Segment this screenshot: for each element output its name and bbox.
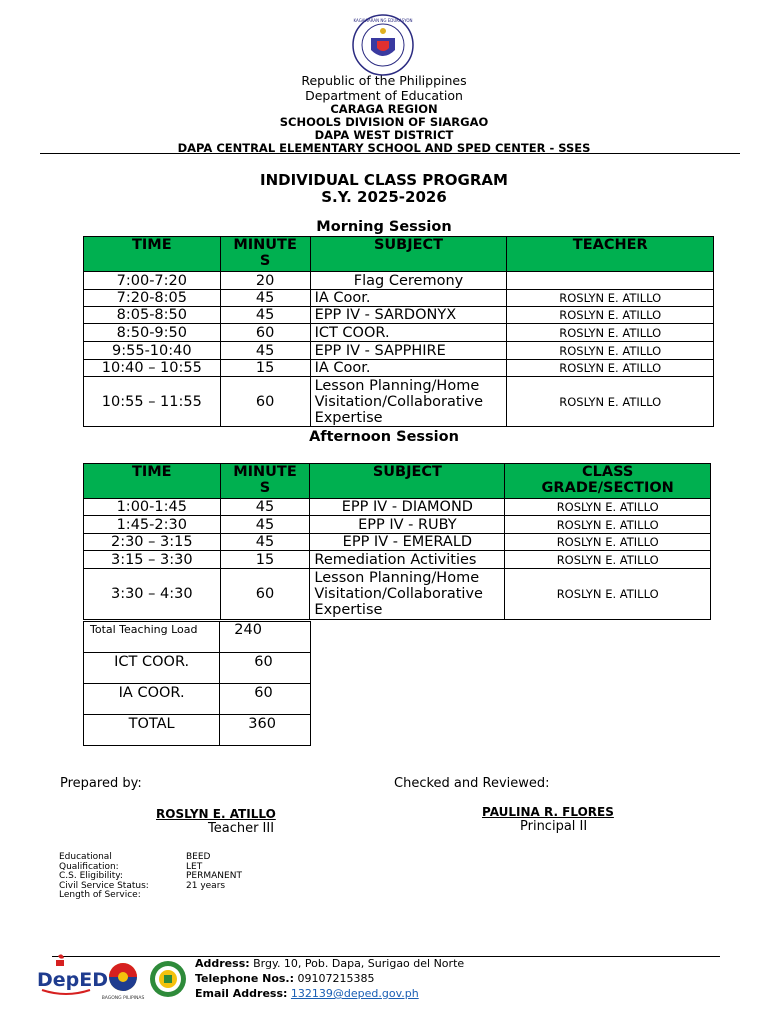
class-cell: ROSLYN E. ATILLO xyxy=(505,499,711,516)
subject-cell: IA Coor. xyxy=(310,360,507,377)
deped-logo xyxy=(36,952,109,1002)
teacher-cell: ROSLYN E. ATILLO xyxy=(507,377,714,427)
footer-address-line xyxy=(195,956,464,971)
qualification-values xyxy=(186,853,242,891)
deped-seal-logo xyxy=(352,14,414,76)
time-cell: 10:40 – 10:55 xyxy=(84,360,221,377)
summary-label: IA COOR. xyxy=(84,684,220,715)
table-header-row xyxy=(84,464,711,499)
class-cell: ROSLYN E. ATILLO xyxy=(505,516,711,534)
address-label: Address: xyxy=(195,957,250,970)
email-link[interactable]: 132139@deped.gov.ph xyxy=(290,987,419,1000)
teacher-cell: ROSLYN E. ATILLO xyxy=(507,342,714,360)
col-header-subject: SUBJECT xyxy=(310,237,507,272)
subject-cell: EPP IV - RUBY xyxy=(310,516,505,534)
table-row xyxy=(84,551,711,569)
qual-label-service: Length of Service: xyxy=(59,890,141,900)
school-year: S.Y. 2025-2026 xyxy=(321,188,447,206)
subject-cell: Lesson Planning/Home Visitation/Collaborative Expertise xyxy=(310,569,505,620)
teacher-cell: ROSLYN E. ATILLO xyxy=(507,324,714,342)
time-cell: 9:55-10:40 xyxy=(84,342,221,360)
table-row xyxy=(84,360,714,377)
morning-session-label: Morning Session xyxy=(316,219,452,235)
table-row xyxy=(84,342,714,360)
class-cell: ROSLYN E. ATILLO xyxy=(505,551,711,569)
header-region: CARAGA REGION xyxy=(330,102,438,116)
phone-value: 09107215385 xyxy=(297,972,375,985)
table-row xyxy=(84,324,714,342)
summary-label: TOTAL xyxy=(84,715,220,746)
prepared-by-title: Teacher III xyxy=(208,821,275,836)
col-header-teacher: TEACHER xyxy=(507,237,714,272)
minutes-cell: 45 xyxy=(220,342,310,360)
subject-cell: EPP IV - SAPPHIRE xyxy=(310,342,507,360)
time-cell: 1:45-2:30 xyxy=(84,516,221,534)
time-cell: 3:15 – 3:30 xyxy=(84,551,221,569)
subject-cell: IA Coor. xyxy=(310,290,507,307)
col-header-minutes-text: MINUTE S xyxy=(233,237,297,269)
qual-value-status: 21 years xyxy=(186,880,226,891)
table-row xyxy=(84,534,711,551)
table-header-row xyxy=(84,237,714,272)
teacher-cell: ROSLYN E. ATILLO xyxy=(507,360,714,377)
qualification-labels xyxy=(59,853,149,901)
minutes-cell: 20 xyxy=(220,272,310,290)
summary-label: Total Teaching Load xyxy=(84,622,220,653)
summary-value: 60 xyxy=(220,653,311,684)
qual-label-educational: Educational xyxy=(59,852,112,862)
time-cell: 8:05-8:50 xyxy=(84,307,221,324)
checked-by-name: PAULINA R. FLORES xyxy=(482,805,614,819)
minutes-cell: 15 xyxy=(220,551,310,569)
minutes-cell: 60 xyxy=(220,377,310,427)
col-header-subject: SUBJECT xyxy=(310,464,505,499)
morning-schedule-table xyxy=(83,236,714,427)
qual-value-educational: BEED xyxy=(186,852,211,862)
subject-cell: EPP IV - EMERALD xyxy=(310,534,505,551)
time-cell: 10:55 – 11:55 xyxy=(84,377,221,427)
table-row xyxy=(84,290,714,307)
minutes-cell: 45 xyxy=(220,516,310,534)
time-cell: 3:30 – 4:30 xyxy=(84,569,221,620)
subject-cell: Remediation Activities xyxy=(310,551,505,569)
minutes-cell: 60 xyxy=(220,324,310,342)
school-seal-icon xyxy=(149,960,187,998)
subject-cell: EPP IV - SARDONYX xyxy=(310,307,507,324)
qual-label-status: Civil Service Status: xyxy=(59,880,149,891)
qual-label-qualification: Qualification: xyxy=(59,861,119,872)
qual-label-eligibility: C.S. Eligibility: xyxy=(59,871,123,881)
email-label: Email Address: xyxy=(195,987,288,1000)
header-school: DAPA CENTRAL ELEMENTARY SCHOOL AND SPED CENTER - SSES xyxy=(177,141,591,155)
minutes-cell: 45 xyxy=(220,290,310,307)
header-line-department: Department of Education xyxy=(305,88,463,103)
time-cell: 7:00-7:20 xyxy=(84,272,221,290)
table-row xyxy=(84,516,711,534)
time-cell: 1:00-1:45 xyxy=(84,499,221,516)
class-cell: ROSLYN E. ATILLO xyxy=(505,569,711,620)
table-row xyxy=(84,377,714,427)
afternoon-schedule-table xyxy=(83,463,711,620)
summary-label: ICT COOR. xyxy=(84,653,220,684)
summary-row xyxy=(84,622,311,653)
summary-value: 60 xyxy=(220,684,311,715)
afternoon-session-label: Afternoon Session xyxy=(309,429,459,445)
address-value: Brgy. 10, Pob. Dapa, Surigao del Norte xyxy=(253,957,465,970)
col-header-minutes xyxy=(220,464,310,499)
col-header-time: TIME xyxy=(84,237,221,272)
table-row xyxy=(84,569,711,620)
subject-cell: ICT COOR. xyxy=(310,324,507,342)
footer-contact xyxy=(195,956,464,1001)
subject-cell: EPP IV - DIAMOND xyxy=(310,499,505,516)
qual-value-eligibility: PERMANENT xyxy=(186,871,242,881)
minutes-cell: 45 xyxy=(220,499,310,516)
table-row xyxy=(84,272,714,290)
teacher-cell: ROSLYN E. ATILLO xyxy=(507,307,714,324)
header-district: DAPA WEST DISTRICT xyxy=(314,128,454,142)
checked-by-label: Checked and Reviewed: xyxy=(394,776,550,791)
col-header-minutes xyxy=(220,237,310,272)
col-header-class-text: CLASS GRADE/SECTION xyxy=(541,464,674,496)
subject-cell: Lesson Planning/Home Visitation/Collaborative Expertise xyxy=(310,377,507,427)
school-seal-logo xyxy=(149,960,187,998)
document-title: INDIVIDUAL CLASS PROGRAM xyxy=(260,171,508,189)
bagong-pilipinas-logo xyxy=(100,960,146,1002)
footer-phone-line xyxy=(195,971,464,986)
deped-logo-text: DepED xyxy=(37,969,109,991)
class-cell: ROSLYN E. ATILLO xyxy=(505,534,711,551)
checked-by-title: Principal II xyxy=(520,819,588,834)
header-divider xyxy=(40,153,740,154)
table-row xyxy=(84,307,714,324)
footer-email-line xyxy=(195,986,464,1001)
time-cell: 2:30 – 3:15 xyxy=(84,534,221,551)
col-header-minutes-text: MINUTE S xyxy=(233,464,297,496)
time-cell: 8:50-9:50 xyxy=(84,324,221,342)
summary-value: 240 xyxy=(220,622,311,653)
summary-row xyxy=(84,684,311,715)
minutes-cell: 60 xyxy=(220,569,310,620)
time-cell: 7:20-8:05 xyxy=(84,290,221,307)
phone-label: Telephone Nos.: xyxy=(195,972,295,985)
summary-row xyxy=(84,653,311,684)
bagong-pilipinas-logo-icon xyxy=(100,960,146,1002)
table-row xyxy=(84,499,711,516)
summary-value: 360 xyxy=(220,715,311,746)
minutes-cell: 45 xyxy=(220,534,310,551)
deped-logo-icon xyxy=(36,952,109,1002)
prepared-by-name: ROSLYN E. ATILLO xyxy=(156,807,276,821)
minutes-cell: 15 xyxy=(220,360,310,377)
minutes-cell: 45 xyxy=(220,307,310,324)
subject-cell: Flag Ceremony xyxy=(310,272,507,290)
summary-row xyxy=(84,715,311,746)
prepared-by-label: Prepared by: xyxy=(60,776,142,791)
teacher-cell xyxy=(507,272,714,290)
header-division: SCHOOLS DIVISION OF SIARGAO xyxy=(279,115,489,129)
col-header-time: TIME xyxy=(84,464,221,499)
seal-text: KAGAWARAN NG EDUKASYON xyxy=(353,18,413,23)
qual-value-qualification: LET xyxy=(186,861,203,872)
summary-table xyxy=(83,621,311,746)
bagong-pilipinas-text: BAGONG PILIPINAS xyxy=(101,996,145,1001)
header-line-republic: Republic of the Philippines xyxy=(301,73,467,88)
teacher-cell: ROSLYN E. ATILLO xyxy=(507,290,714,307)
col-header-class xyxy=(505,464,711,499)
